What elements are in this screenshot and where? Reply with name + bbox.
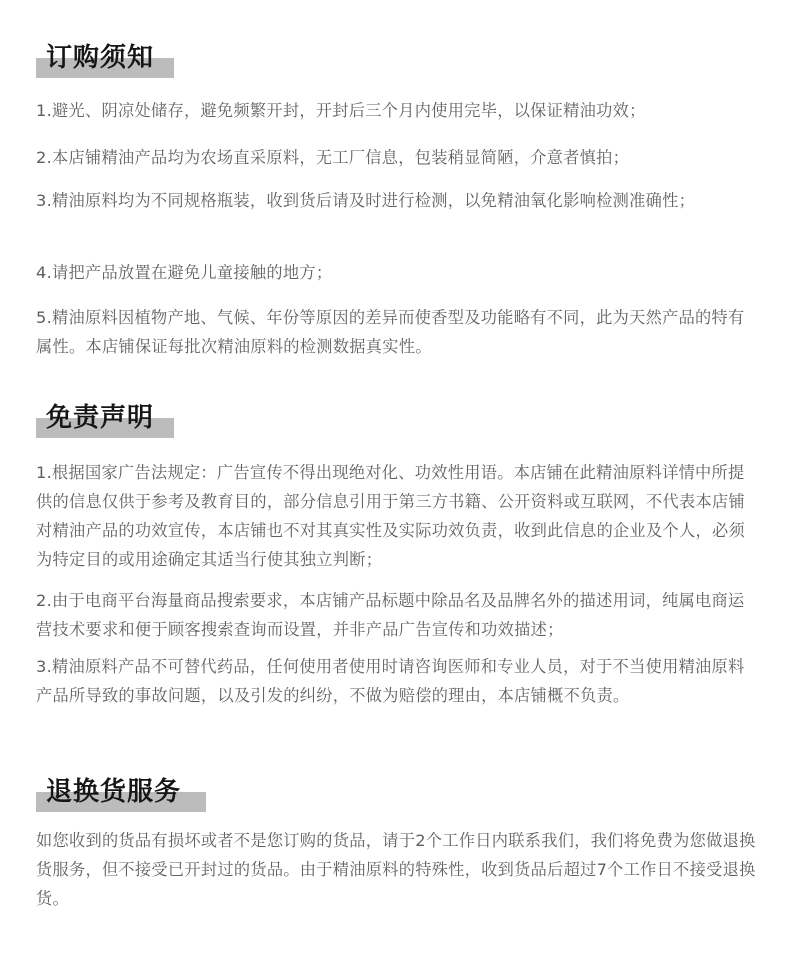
return-service-item-1: 如您收到的货品有损坏或者不是您订购的货品，请于2个工作日内联系我们，我们将免费为您做退换货服务，但不接受已开封过的货品。由于精油原料的特殊性，收到货品后超过7个工作日不接受退换货。 [36,831,756,908]
order-notice-item-2: 2.本店铺精油产品均为农场直采原料，无工厂信息，包装稍显简陋，介意者慎拍； [36,148,630,167]
disclaimer-section [36,398,760,705]
order-notice-item-4: 4.请把产品放置在避免儿童接触的地方； [36,263,333,282]
disclaimer-item-3: 3.精油原料产品不可替代药品，任何使用者使用时请咨询医师和专业人员，对于不当使用精油原料产品所导致的事故问题，以及引发的纠纷，不做为赔偿的理由，本店铺概不负责。 [36,657,745,705]
order-notice-heading [36,38,154,78]
order-notice-item-1: 1.避光、阴凉处储存，避免频繁开封，开封后三个月内使用完毕，以保证精油功效； [36,101,646,120]
return-service-heading [36,772,181,812]
disclaimer-item-1: 1.根据国家广告法规定：广告宣传不得出现绝对化、功效性用语。本店铺在此精油原料详情中所提供的信息仅供于参考及教育目的，部分信息引用于第三方书籍、公开资料或互联网，不代表本店铺对精油产品的功效宣传，本店铺也不对其真实性及实际功效负责，收到此信息的企业及个人，必须为特定目的或用途确定其适当行使其独立判断； [36,463,745,569]
order-notice-section [36,38,760,356]
disclaimer-item-2: 2.由于电商平台海量商品搜索要求，本店铺产品标题中除品名及品牌名外的描述用词，纯属电商运营技术要求和便于顾客搜索查询而设置，并非产品广告宣传和功效描述； [36,591,745,639]
order-notice-title: 订购须知 [46,43,155,73]
return-service-title: 退换货服务 [46,777,182,807]
order-notice-item-5: 5.精油原料因植物产地、气候、年份等原因的差异而使香型及功能略有不同，此为天然产品的特有属性。本店铺保证每批次精油原料的检测数据真实性。 [36,308,745,356]
return-service-section [36,772,760,908]
order-notice-item-3: 3.精油原料均为不同规格瓶装，收到货后请及时进行检测，以免精油氧化影响检测准确性； [36,191,696,210]
disclaimer-heading [36,398,154,438]
disclaimer-title: 免责声明 [46,403,155,433]
